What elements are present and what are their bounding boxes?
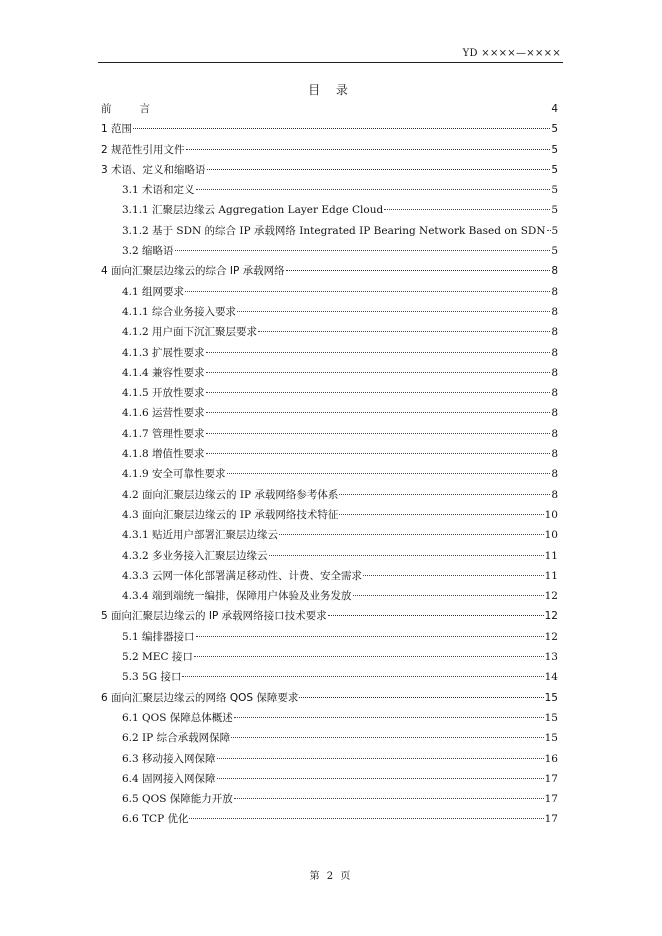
dot-leader: [299, 696, 543, 698]
toc-entry[interactable]: [101, 708, 558, 728]
toc-entry-label: 4.1.7 管理性要求: [122, 427, 205, 440]
toc-entry[interactable]: [101, 505, 558, 525]
toc-title: 目 录: [308, 83, 354, 97]
toc-entry-page: 5: [551, 163, 558, 176]
toc-entry-label: 4.3.1 贴近用户部署汇聚层边缘云: [122, 529, 279, 542]
dot-leader: [237, 310, 550, 312]
toc-entry-page: 16: [544, 752, 558, 765]
toc-entry-label: 6.4 固网接入网保障: [122, 772, 216, 785]
toc-entry[interactable]: [101, 647, 558, 667]
toc-entry-page: 8: [551, 387, 558, 400]
toc-entry-page: 17: [544, 772, 558, 785]
dot-leader: [234, 797, 544, 799]
toc-entry-label-part: 前: [101, 103, 112, 115]
toc-entry-label: 5 面向汇聚层边缘云的 IP 承载网络接口技术要求: [101, 610, 327, 623]
toc-entry[interactable]: [101, 403, 558, 423]
dot-leader: [231, 736, 544, 738]
toc-entry-label: 4.3 面向汇聚层边缘云的 IP 承载网络技术特征: [122, 508, 339, 521]
toc-entry-label: 4.1.5 开放性要求: [122, 387, 205, 400]
toc-entry-label: 5.3 5G 接口: [122, 671, 182, 684]
table-of-contents: [101, 99, 558, 830]
toc-entry[interactable]: [101, 383, 558, 403]
toc-entry-page: 15: [544, 732, 558, 745]
toc-entry-label: [101, 99, 150, 119]
toc-entry[interactable]: [101, 444, 558, 464]
toc-entry-label: 1 范围: [101, 123, 133, 136]
toc-entry-page: 5: [551, 204, 558, 217]
toc-entry-label: 4 面向汇聚层边缘云的综合 IP 承载网络: [101, 265, 285, 278]
dot-leader: [189, 817, 543, 819]
toc-entry-page: 8: [551, 366, 558, 379]
dot-leader: [234, 716, 544, 718]
toc-entry-page: 8: [551, 488, 558, 501]
dot-leader: [206, 432, 551, 434]
toc-entry-label: 4.1 组网要求: [122, 285, 185, 298]
dot-leader: [186, 148, 551, 150]
toc-entry-page: 8: [551, 448, 558, 461]
toc-entry-page: 13: [544, 651, 558, 664]
page-footer: 第 2 页: [309, 871, 353, 882]
toc-entry[interactable]: [101, 160, 558, 180]
toc-entry-page: 17: [544, 793, 558, 806]
dot-leader: [384, 208, 550, 210]
toc-entry-label: 4.1.2 用户面下沉汇聚层要求: [122, 326, 258, 339]
toc-entry-label: 3.1 术语和定义: [122, 184, 195, 197]
toc-entry-label: 3.1.2 基于 SDN 的综合 IP 承载网络 Integrated IP Bearing Network Based on SDN: [122, 224, 546, 237]
toc-entry-label: 4.1.6 运营性要求: [122, 407, 205, 420]
toc-entry[interactable]: [101, 769, 558, 789]
dot-leader: [328, 614, 544, 616]
toc-entry[interactable]: [101, 119, 558, 139]
toc-entry-page: 8: [551, 305, 558, 318]
dot-leader: [206, 391, 551, 393]
toc-entry[interactable]: [101, 424, 558, 444]
dot-leader: [194, 655, 544, 657]
toc-entry-label: 4.1.8 增值性要求: [122, 448, 205, 461]
dot-leader: [175, 249, 551, 251]
toc-entry-page: 12: [544, 630, 558, 643]
dot-leader: [339, 513, 543, 515]
toc-entry[interactable]: [101, 809, 558, 829]
toc-entry-label: 4.2 面向汇聚层边缘云的 IP 承载网络参考体系: [122, 488, 339, 501]
dot-leader: [207, 168, 551, 170]
toc-entry[interactable]: [101, 302, 558, 322]
toc-entry-page: 5: [551, 224, 559, 237]
toc-entry-page: 8: [551, 468, 558, 481]
dot-leader: [217, 757, 544, 759]
toc-entry-label-part: 言: [139, 103, 150, 115]
toc-entry-page: 12: [544, 590, 558, 603]
toc-entry-page: 5: [551, 184, 558, 197]
toc-entry-page: 5: [551, 143, 558, 156]
dot-leader: [227, 472, 551, 474]
toc-entry-page: 4: [551, 103, 558, 115]
toc-entry[interactable]: [101, 485, 558, 505]
toc-entry-page: 8: [551, 346, 558, 359]
dot-leader: [547, 229, 551, 231]
toc-entry[interactable]: [101, 627, 558, 647]
toc-entry-page: 8: [551, 427, 558, 440]
dot-leader: [217, 777, 544, 779]
toc-entry[interactable]: [101, 180, 558, 200]
toc-entry-page: 15: [544, 711, 558, 724]
toc-entry-label: 6.2 IP 综合承载网保障: [122, 732, 231, 745]
toc-entry-label: 6 面向汇聚层边缘云的网络 QOS 保障要求: [101, 691, 299, 704]
toc-entry[interactable]: [101, 99, 558, 119]
toc-entry[interactable]: [101, 363, 558, 383]
dot-leader: [258, 330, 550, 332]
toc-entry-label: 4.3.2 多业务接入汇聚层边缘云: [122, 549, 268, 562]
toc-entry[interactable]: [101, 525, 558, 545]
toc-entry[interactable]: [101, 728, 558, 748]
toc-entry-page: 17: [544, 813, 558, 826]
toc-entry-label: 5.2 MEC 接口: [122, 651, 193, 664]
dot-leader: [286, 269, 551, 271]
dot-leader: [185, 290, 550, 292]
toc-entry-page: 5: [551, 245, 558, 258]
toc-entry-page: 5: [551, 123, 558, 136]
toc-entry[interactable]: [101, 667, 558, 687]
toc-entry-page: 8: [551, 407, 558, 420]
toc-entry[interactable]: [101, 221, 558, 241]
toc-entry-label: 6.6 TCP 优化: [122, 813, 189, 826]
toc-entry-page: 11: [544, 549, 558, 562]
toc-entry-label: 3.1.1 汇聚层边缘云 Aggregation Layer Edge Cloud: [122, 204, 384, 217]
dot-leader: [339, 493, 550, 495]
toc-entry-label: 6.3 移动接入网保障: [122, 752, 216, 765]
toc-entry-label: 4.3.4 端到端统一编排，保障用户体验及业务发放: [122, 590, 352, 603]
toc-entry[interactable]: [101, 749, 558, 769]
toc-entry[interactable]: [101, 343, 558, 363]
toc-entry[interactable]: [101, 200, 558, 220]
dot-leader: [196, 635, 544, 637]
toc-entry[interactable]: [101, 140, 558, 160]
dot-leader: [182, 675, 543, 677]
toc-entry-label: 3 术语、定义和缩略语: [101, 163, 206, 176]
toc-entry-label: 4.1.9 安全可靠性要求: [122, 468, 226, 481]
toc-entry-page: 8: [551, 326, 558, 339]
dot-leader: [363, 574, 544, 576]
dot-leader: [196, 188, 551, 190]
dot-leader: [206, 351, 551, 353]
toc-entry[interactable]: [101, 586, 558, 606]
dot-leader: [353, 594, 544, 596]
toc-entry-label: 6.1 QOS 保障总体概述: [122, 711, 233, 724]
dot-leader: [206, 452, 551, 454]
toc-entry[interactable]: [101, 282, 558, 302]
toc-entry[interactable]: [101, 322, 558, 342]
toc-entry-label: 4.1.4 兼容性要求: [122, 366, 205, 379]
toc-entry-page: 10: [544, 508, 558, 521]
toc-entry[interactable]: [101, 606, 558, 626]
dot-leader: [269, 554, 544, 556]
toc-entry-page: 8: [551, 265, 558, 278]
toc-entry[interactable]: [101, 241, 558, 261]
toc-entry-page: 8: [551, 285, 558, 298]
toc-entry[interactable]: [101, 789, 558, 809]
toc-entry-page: 11: [544, 569, 558, 582]
toc-entry-page: 12: [544, 610, 558, 623]
toc-entry-page: 15: [544, 691, 558, 704]
toc-entry-page: 14: [544, 671, 558, 684]
toc-entry[interactable]: [101, 464, 558, 484]
header-text: YD ××××—××××: [462, 48, 561, 59]
toc-entry-label: 4.1.3 扩展性要求: [122, 346, 205, 359]
toc-entry[interactable]: [101, 261, 558, 281]
toc-entry[interactable]: [101, 566, 558, 586]
header-rule: [98, 62, 563, 63]
toc-entry[interactable]: [101, 688, 558, 708]
toc-entry-label: 4.3.3 云网一体化部署满足移动性、计费、安全需求: [122, 569, 363, 582]
dot-leader: [279, 533, 544, 535]
toc-entry[interactable]: [101, 546, 558, 566]
toc-entry-label: 4.1.1 综合业务接入要求: [122, 305, 237, 318]
toc-entry-label: 2 规范性引用文件: [101, 143, 185, 156]
dot-leader: [206, 411, 551, 413]
toc-entry-page: 10: [544, 529, 558, 542]
toc-entry-label: 5.1 编排器接口: [122, 630, 195, 643]
dot-leader: [206, 371, 551, 373]
toc-entry-label: 6.5 QOS 保障能力开放: [122, 793, 233, 806]
toc-entry-label: 3.2 缩略语: [122, 245, 174, 258]
dot-leader: [133, 127, 550, 129]
